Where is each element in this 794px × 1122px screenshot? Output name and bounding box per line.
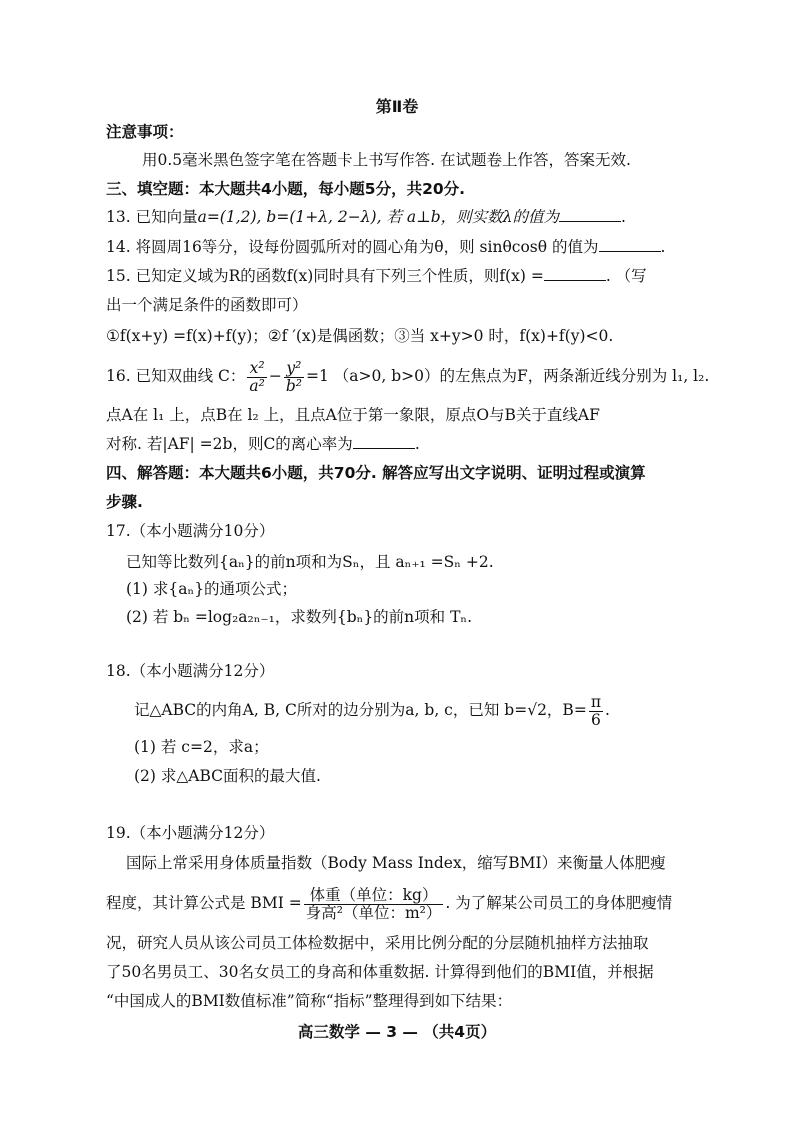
- page-footer: 高三数学 — 3 — （共4页）: [297, 1023, 497, 1041]
- q13-end: .: [620, 208, 626, 226]
- notice-heading: 注意事项：: [106, 123, 184, 141]
- question-18-line1: 记△ABC的内角A, B, C所对的边分别为a, b, c，已知 b=√2，B= $\frac{\pi}{6}$ .: [134, 692, 610, 729]
- question-13: [106, 207, 626, 227]
- question-17-line1: 已知等比数列{aₙ}的前n项和为Sₙ，且 aₙ₊₁ =Sₙ +2.: [126, 553, 494, 571]
- question-19-line4: 了50名男员工、30名女员工的身高和体重数据. 计算得到他们的BMI值，并根据: [106, 963, 654, 981]
- question-18-part1: (1) 若 c=2，求a；: [134, 738, 269, 756]
- q16-minus: −: [268, 367, 282, 385]
- q14-text: 14. 将圆周16等分，设每份圆弧所对的圆心角为θ，则 sinθcosθ 的值为: [106, 238, 599, 256]
- fill-blank-section-heading: 三、填空题：本大题共4小题，每小题5分，共20分.: [106, 180, 466, 198]
- question-15-line2: 出一个满足条件的函数即可）: [106, 296, 308, 314]
- question-16-line1: [106, 358, 709, 395]
- q16-prefix: 16. 已知双曲线 C：: [106, 367, 246, 385]
- q15-line1-end: . （写: [605, 267, 647, 285]
- question-19-heading: 19.（本小题满分12分）: [106, 824, 275, 842]
- question-18-part2: (2) 求△ABC面积的最大值.: [134, 767, 321, 785]
- question-15-line3: ①f(x+y) =f(x)+f(y)；②f ′(x)是偶函数；③当 x+y>0 时，f(x)+f(y)<0.: [106, 327, 614, 345]
- question-18-heading: 18.（本小题满分12分）: [106, 662, 275, 680]
- q15-answer-blank: [544, 266, 606, 281]
- q13-answer-blank: [559, 207, 621, 222]
- q13-text-a: 13. 已知向量: [106, 208, 198, 226]
- q15-line1: 15. 已知定义域为R的函数f(x)同时具有下列三个性质，则f(x) =: [106, 267, 544, 285]
- question-17-heading: 17.（本小题满分10分）: [106, 522, 275, 540]
- question-19-line3: 况，研究人员从该公司员工体检数据中，采用比例分配的分层随机抽样方法抽取: [106, 934, 649, 952]
- q18-fraction-pi-over-6: $\frac{\pi}{6}$: [590, 692, 601, 729]
- q16-suffix: =1 （a>0, b>0）的左焦点为F，两条渐近线分别为 l₁, l₂.: [305, 367, 710, 385]
- notice-text: 用0.5毫米黑色签字笔在答题卡上书写作答. 在试题卷上作答，答案无效.: [142, 151, 631, 169]
- section-title: 第Ⅱ卷: [375, 97, 419, 116]
- q16-answer-blank: [353, 434, 415, 449]
- answer-section-heading-line2: 步骤.: [106, 493, 143, 511]
- q16-fraction-y: $\frac{\text{y²}}{\text{b²}}$: [285, 358, 302, 395]
- question-17-part2: (2) 若 bₙ =log₂a₂ₙ₋₁，求数列{bₙ}的前n项和 Tₙ.: [126, 608, 473, 626]
- q19-bmi-fraction: $\frac{\text{体重（单位：kg）}}{\text{身高²（单位：m²）}}$: [305, 885, 442, 922]
- question-19-line5: “中国成人的BMI数值标准”简称“指标”整理得到如下结果：: [106, 992, 513, 1010]
- answer-section-heading-line1: 四、解答题：本大题共6小题，共70分. 解答应写出文字说明、证明过程或演算: [106, 464, 646, 482]
- question-15-line1: [106, 266, 647, 286]
- question-17-part1: (1) 求{aₙ}的通项公式；: [126, 580, 298, 598]
- question-19-line1: 国际上常采用身体质量指数（Body Mass Index，缩写BMI）来衡量人体肥瘦: [126, 854, 666, 872]
- question-16-line3: 对称. 若|AF| =2b，则C的离心率为 .: [106, 435, 420, 453]
- q14-end: .: [660, 238, 666, 256]
- question-14: [106, 237, 665, 257]
- q13-text-b: a=(1,2), b=(1+λ, 2−λ), 若 a⊥b，则实数λ的值为: [197, 208, 559, 226]
- q16-fraction-x: $\frac{\text{x²}}{\text{a²}}$: [249, 358, 265, 395]
- q14-answer-blank: [599, 237, 661, 252]
- question-19-line2: 程度，其计算公式是 BMI = $\frac{\text{体重（单位：kg）}}{\text{身高²（单位：m²）}}$ . 为了解某公司员工的身体肥瘦情: [106, 885, 673, 922]
- question-16-line2: 点A在 l₁ 上，点B在 l₂ 上，且点A位于第一象限，原点O与B关于直线AF: [106, 406, 600, 424]
